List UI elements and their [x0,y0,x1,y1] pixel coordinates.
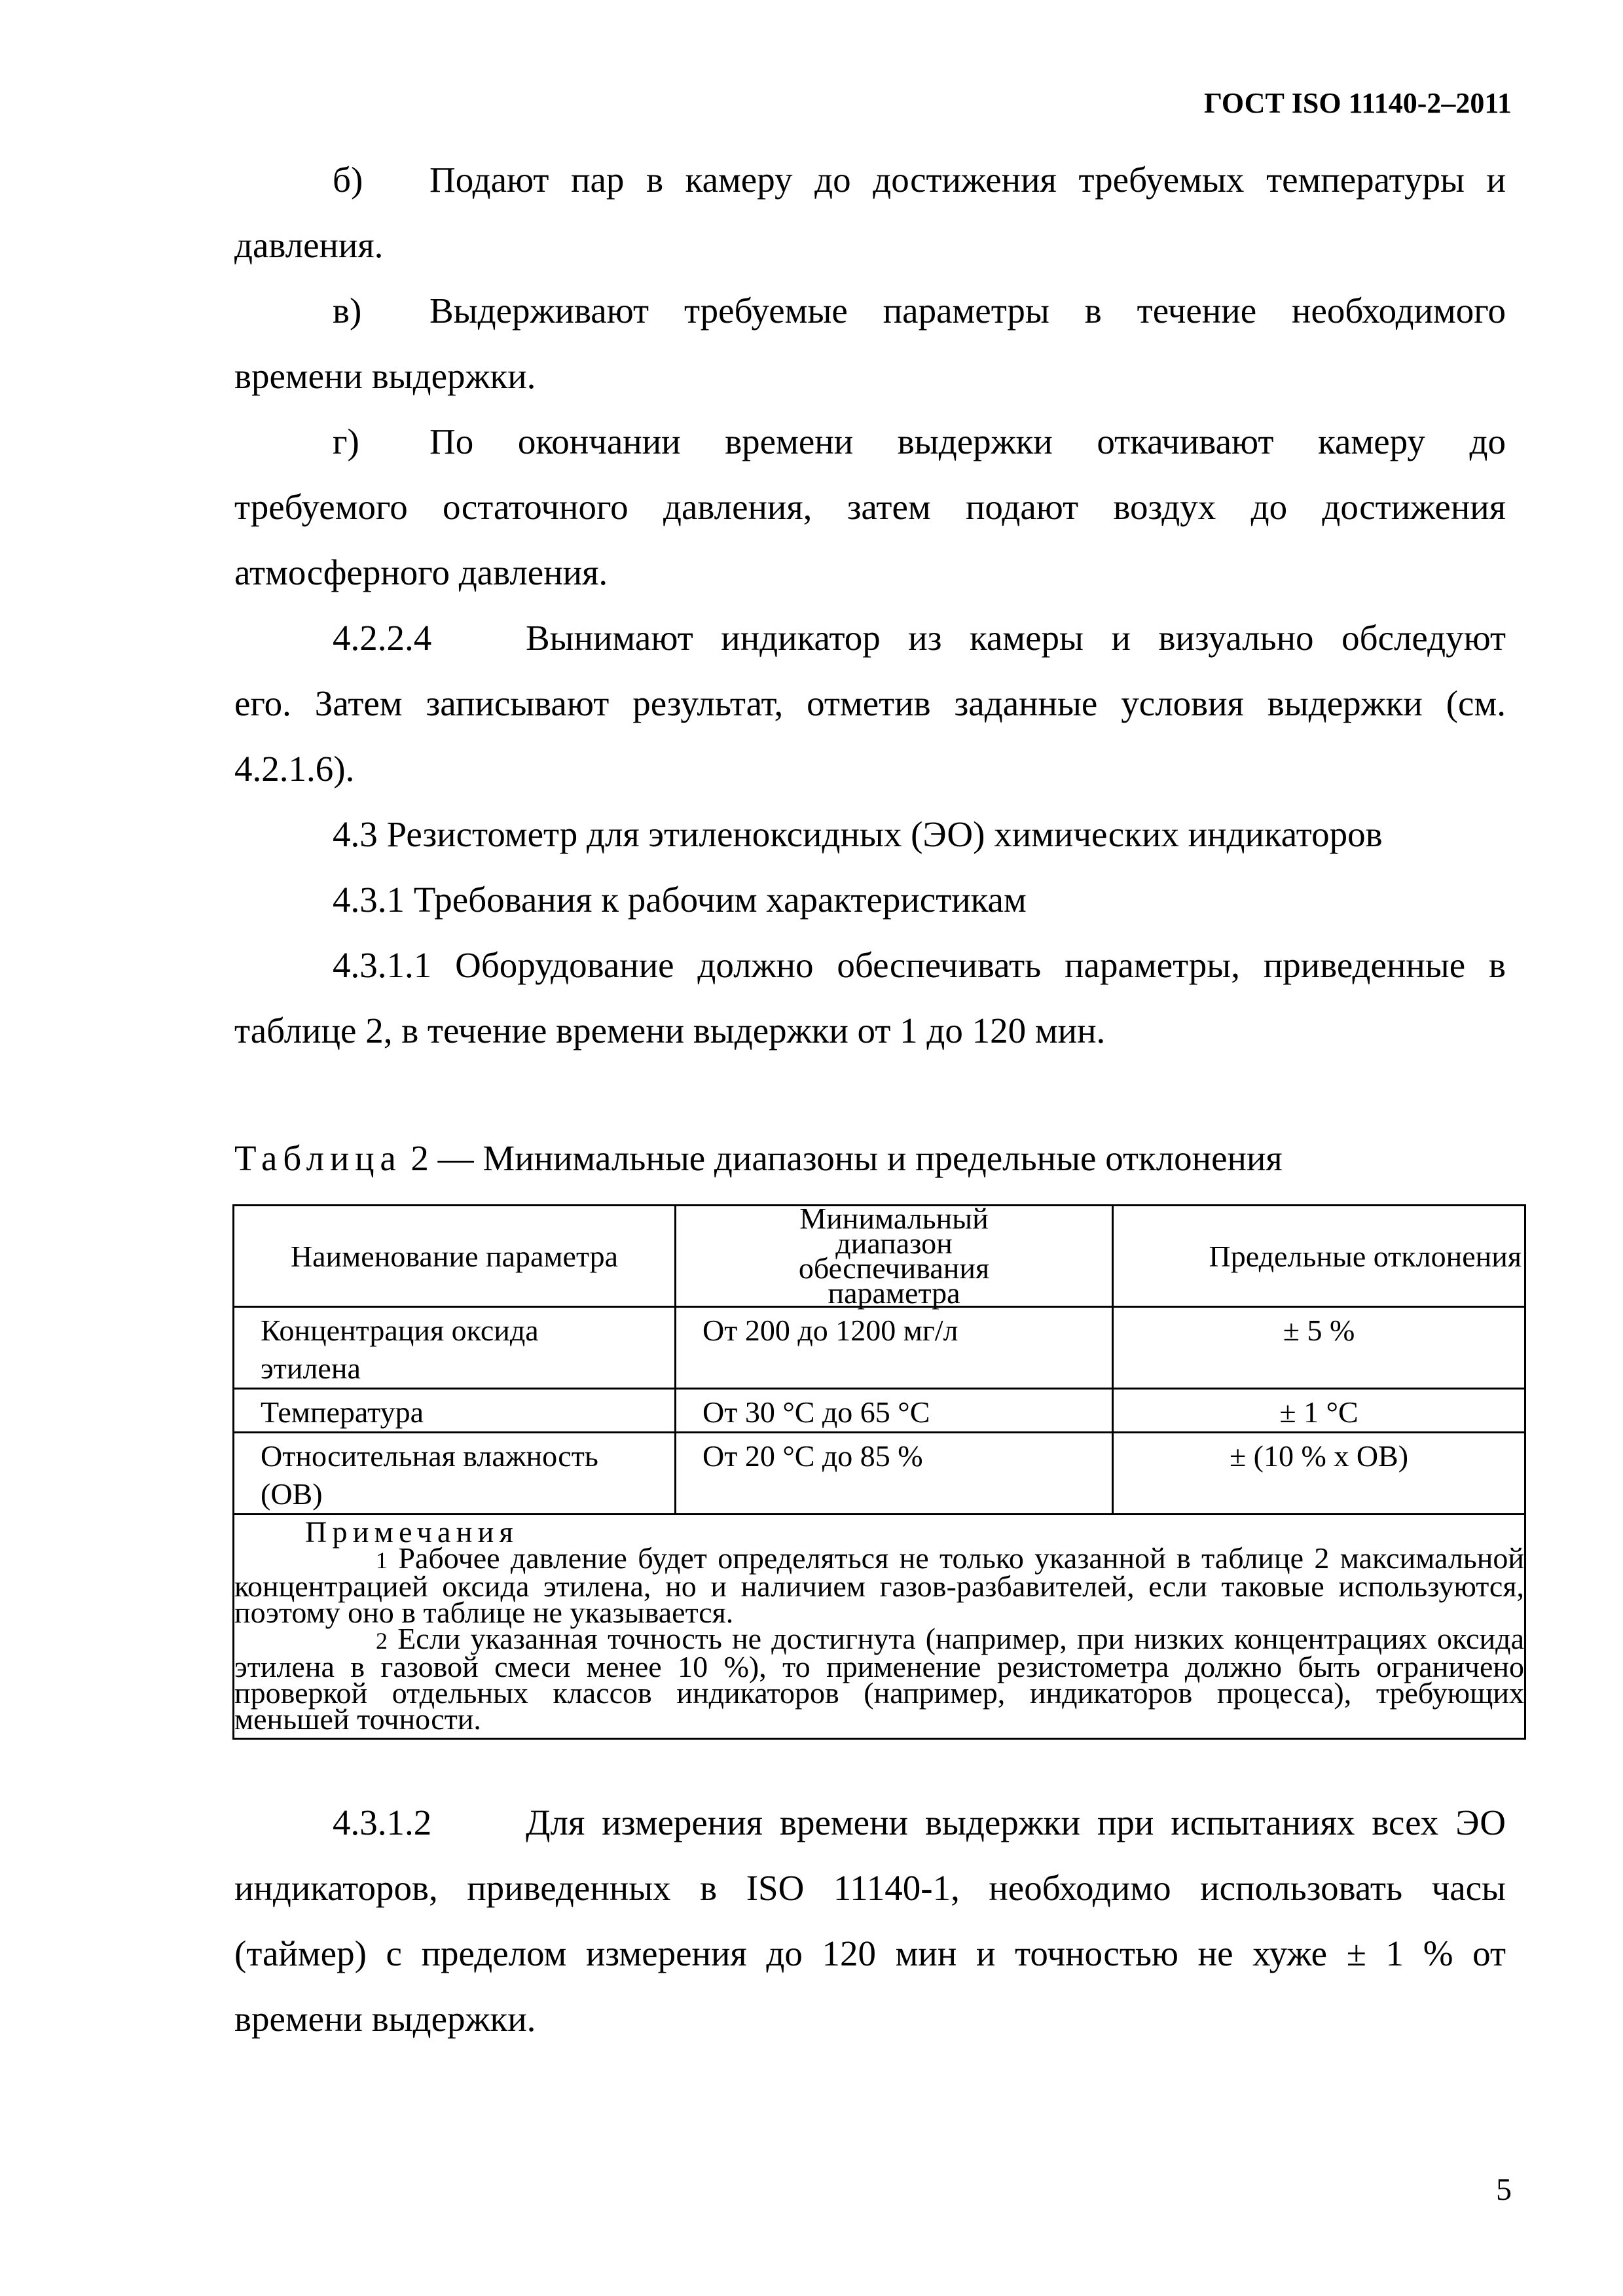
header-range-line: обеспечивания [798,1251,990,1285]
header-cell-deviation: Предельные отклонения [1113,1206,1525,1307]
text-line: давления. [234,225,384,265]
table-caption [234,1129,1283,1188]
notes-title: Примечания [305,1515,519,1549]
table-row [234,1307,1525,1389]
paragraph-4312 [333,1790,1506,1856]
text-line: 4.2.1.6). [234,749,355,789]
header-range-line: Минимальный [799,1202,989,1235]
list-marker: г) [333,422,359,461]
table-notes [234,1515,1525,1739]
list-marker: б) [333,160,363,200]
table-caption-label: Таблица [234,1138,402,1178]
table-caption-text: 2 — Минимальные диапазоны и предельные отклонения [410,1138,1283,1178]
cell-range: От 20 °С до 85 % [676,1433,1113,1515]
parameters-table [232,1204,1526,1740]
table-header-row [234,1206,1525,1307]
text-line: Выдерживают требуемые параметры в течение необходимого [429,291,1506,331]
section-heading-4-3: 4.3 Резистометр для этиленоксидных (ЭО) химических индикаторов [333,814,1383,854]
paragraph-v [333,278,1506,344]
text-line: индикаторов, приведенных в ISO 11140-1, необходимо использовать часы [234,1868,1506,1908]
cell-deviation: ± 5 % [1113,1307,1525,1389]
text-line: требуемого остаточного давления, затем подают воздух до достижения [234,487,1506,527]
paragraph-g [333,409,1506,475]
cell-parameter: Концентрация оксида этилена [234,1307,676,1389]
text-line: его. Затем записывают результат, отметив заданные условия выдержки (см. [234,683,1506,723]
page-number: 5 [1496,2172,1512,2207]
text-line: времени выдержки. [234,356,536,396]
list-marker: в) [333,291,362,331]
text-line: таблице 2, в течение времени выдержки от 1 до 120 мин. [234,1011,1106,1050]
text-line: времени выдержки. [234,1999,536,2039]
clause-number: 4.3.1.2 [333,1803,432,1842]
section-heading-4-3-1: 4.3.1 Требования к рабочим характеристикам [333,880,1027,920]
header-range-line: параметра [828,1276,960,1310]
cell-parameter: Температура [234,1389,676,1433]
cell-range: От 200 до 1200 мг/л [676,1307,1113,1389]
note-1: 1 Рабочее давление будет определяться не только указанной в таблице 2 максимальной концентрацией оксида этилена, но и наличием газов-разбавителей, если таковые используются, поэтому оно в таблице не указывается. [234,1541,1524,1629]
text-line: Подают пар в камеру до достижения требуемых температуры и [429,160,1506,200]
note-2: 2 Если указанная точность не достигнута (например, при низких концентрациях оксида этилена в газовой смеси менее 10 %), то применение резистометра должно быть ограничено проверкой отдельных классов индикаторов (например, индикаторов процесса), требующих меньшей точности. [234,1622,1524,1736]
cell-deviation: ± 1 °С [1113,1389,1525,1433]
text-line: (таймер) с пределом измерения до 120 мин и точностью не хуже ± 1 % от [234,1933,1506,1973]
document-code: ГОСТ ISO 11140-2–2011 [1204,87,1512,119]
cell-range: От 30 °С до 65 °С [676,1389,1113,1433]
text-line: Вынимают индикатор из камеры и визуально обследуют [526,618,1506,658]
paragraph-b [333,147,1506,213]
text-line: По окончании времени выдержки откачивают камеру до [429,422,1506,461]
cell-deviation: ± (10 % х ОВ) [1113,1433,1525,1515]
table-row [234,1389,1525,1433]
table-notes-row [234,1515,1525,1739]
text-line: атмосферного давления. [234,552,608,592]
text-line: Для измерения времени выдержки при испытаниях всех ЭО [526,1803,1506,1842]
table-row [234,1433,1525,1515]
cell-parameter: Относительная влажность (ОВ) [234,1433,676,1515]
header-cell-range [676,1202,1113,1310]
clause-number: 4.2.2.4 [333,618,432,658]
header-range-line: диапазон [835,1227,953,1260]
paragraph-4311: 4.3.1.1 Оборудование должно обеспечивать параметры, приведенные в [333,945,1506,985]
header-cell-parameter: Наименование параметра [234,1206,676,1307]
paragraph-4224 [333,605,1506,671]
